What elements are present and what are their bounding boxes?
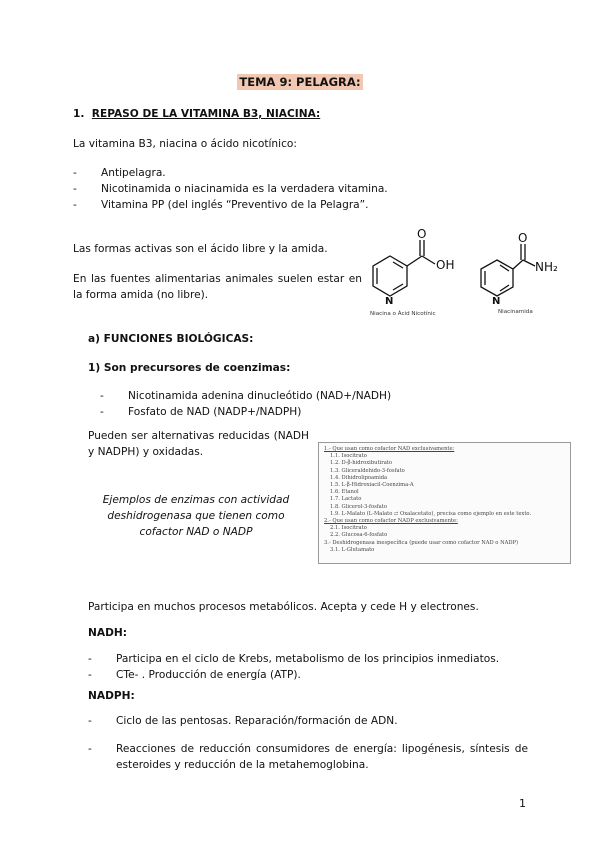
niacinamide-label: Niacinamida — [498, 309, 533, 315]
hydroxyl-label: OH — [436, 258, 455, 272]
functions-heading: a) FUNCIONES BIOLÓGICAS: — [88, 333, 254, 345]
metabolism-paragraph: Participa en muchos procesos metabólicos. Acepta y cede H y electrones. — [88, 601, 479, 613]
nadph-heading: NADPH: — [88, 690, 135, 702]
enzyme-line: 1.5. L-β-Hidroxiacil-Coenzima-A — [330, 482, 414, 489]
nadh-list — [88, 651, 538, 683]
nicotinic-acid-structure — [373, 240, 435, 296]
amide-nitrogen-label: N — [492, 296, 501, 307]
list-item: - Nicotinamida adenina dinucleótido (NAD+/NADH) — [100, 388, 430, 404]
enzyme-line: 1.9. L-Malato (L-Malato ⇄ Oxalacetato), precisa como ejemplo en este texto. — [330, 510, 532, 517]
list-item: - Antipelagra. — [73, 165, 533, 181]
niacinamide-structure — [481, 244, 535, 296]
list-item: - Vitamina PP (del inglés “Preventivo de la Pelagra”. — [73, 197, 533, 213]
section-heading-1 — [73, 108, 320, 120]
enzyme-line: 2.- Que usan como cofactor NADP exclusivamente: — [324, 518, 458, 525]
enzymes-caption: Ejemplos de enzimas con actividad deshidrogenasa que tienen como cofactor NAD o NADP — [102, 494, 290, 538]
precursors-heading: 1) Son precursores de coenzimas: — [88, 362, 291, 374]
enzyme-examples-image — [318, 442, 571, 564]
nitrogen-label: N — [385, 296, 394, 307]
enzyme-line: 1.3. Gliceraldehido-3-fosfato — [330, 467, 405, 474]
enzyme-line: 2.1. Isocitrato — [330, 525, 367, 532]
list-item: - Fosfato de NAD (NADP+/NADPH) — [100, 404, 430, 420]
enzyme-line: 1.8. Glicerol-3-fosfato — [330, 503, 387, 510]
enzyme-line: 2.2. Glucosa-6-fosfato — [330, 532, 388, 539]
amine-label: NH₂ — [535, 260, 558, 274]
intro-paragraph: La vitamina B3, niacina o ácido nicotínico: — [73, 138, 297, 150]
list-item: - Nicotinamida o niacinamida es la verdadera vitamina. — [73, 181, 533, 197]
enzyme-line: 1.- Que usan como cofactor NAD exclusivamente: — [324, 446, 455, 452]
amide-oxygen-label: O — [518, 231, 528, 245]
page-title — [0, 75, 600, 89]
coenzyme-list — [100, 388, 430, 420]
list-item: - Reacciones de reducción consumidores de energía: lipogénesis, síntesis de esteroides y reducción de la metahemoglobina. — [88, 741, 528, 773]
nicotinic-acid-label: Niacina o Ácid Nicotínic — [370, 311, 436, 317]
active-forms-paragraph: Las formas activas son el ácido libre y la amida. — [73, 243, 328, 255]
list-item: - CTe- . Producción de energía (ATP). — [88, 667, 538, 683]
enzyme-line: 1.2. D-β-hidroxibutirato — [330, 460, 393, 467]
list-item: - Ciclo de las pentosas. Reparación/formación de ADN. — [88, 713, 528, 729]
enzyme-line: 1.4. Dihidrolipoamida — [330, 474, 388, 481]
enzyme-line: 3.1. L-Glutamato — [330, 546, 375, 553]
section-title: REPASO DE LA VITAMINA B3, NIACINA: — [91, 108, 321, 120]
enzyme-line: 1.7. Lactato — [330, 496, 362, 503]
reduced-forms-paragraph: Pueden ser alternativas reducidas (NADH y NADPH) y oxidadas. — [88, 430, 309, 458]
page-number: 1 — [519, 797, 526, 810]
section-number: 1. — [73, 108, 85, 120]
niacin-structures-figure — [362, 226, 572, 318]
enzyme-line: 3.- Deshidrogenasa inespecífica (puede usar como cofactor NAD o NADP) — [324, 539, 519, 546]
nadph-list — [88, 713, 528, 773]
enzyme-line: 1.1. Isocitrato — [330, 453, 367, 460]
list-item: - Participa en el ciclo de Krebs, metabolismo de los principios inmediatos. — [88, 651, 538, 667]
enzyme-line: 1.6. Etanol — [330, 489, 359, 496]
page-title-text: TEMA 9: PELAGRA: — [239, 75, 361, 89]
intro-list — [73, 165, 533, 213]
food-sources-paragraph: En las fuentes alimentarias animales suelen estar en la forma amida (no libre). — [73, 273, 362, 301]
nadh-heading: NADH: — [88, 627, 127, 639]
oxygen-label: O — [417, 227, 427, 241]
